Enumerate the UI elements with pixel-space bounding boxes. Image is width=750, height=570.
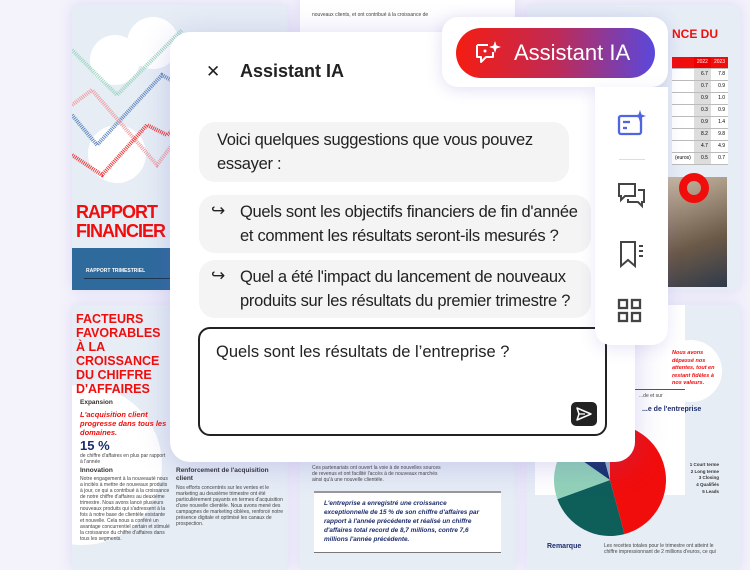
send-button[interactable] (571, 402, 597, 426)
suggestion-text: Quel a été l'impact du lancement de nouveaux produits sur les résultats du premier trimestre ? (240, 268, 571, 310)
cell: 1.4 (711, 117, 728, 129)
paragraph: Notre engagement à la nouveauté nous a incités à mettre de nouveaux produits à jour, ce qui a contribué à la croissance de notre chiffre d'affaires au deuxième trimestre. Nous avons lancé plusieurs nouveaux produits qui s'adressent à la fois à notre base de clientèle existante et nouvelle. Cela nous a conféré un avantage concurrentiel certain et stimulé la croissance du chiffre d'affaires dans tous les segments. (80, 476, 170, 542)
conversation (199, 122, 593, 436)
right-toolbar (595, 87, 668, 345)
suggestion-1[interactable] (199, 195, 591, 253)
intro-message (199, 122, 569, 182)
assistant-ia-button[interactable] (456, 28, 655, 78)
cell: 0.9 (694, 117, 711, 129)
cell: 0.9 (711, 81, 728, 93)
reply-arrow-icon: ↪ (211, 266, 225, 285)
cell: 0.9 (711, 105, 728, 117)
section-heading: Renforcement de l'acquisition client (176, 467, 269, 482)
suggestion-text: Quels sont les objectifs financiers de fin d'année et comment les résultats seront-ils mesurés ? (240, 203, 578, 245)
callout-text: L'entreprise a enregistré une croissance exceptionnelle de 15 % de son chiffre d'affaires par rapport à l'année précédente et réalisé un chiffre d'affaires total record de 8,7 millions, contre 7,6 millions l'année précédente. (324, 500, 480, 543)
pull-quote: L'acquisition client progresse dans tous les domaines. (80, 410, 167, 437)
cell: 0.5 (694, 153, 711, 165)
send-icon (576, 407, 592, 421)
section-heading: Expansion (80, 399, 113, 406)
page-title: NCE DU (672, 27, 719, 41)
reply-arrow-icon: ↪ (211, 201, 225, 220)
cover-title-line2: FINANCIER (76, 221, 165, 241)
suggestion-2[interactable] (199, 260, 591, 318)
cell: 0.7 (711, 153, 728, 165)
section-heading: Innovation (80, 467, 113, 474)
cell: 0.9 (694, 93, 711, 105)
cell: 4.7 (694, 141, 711, 153)
assistant-panel (170, 32, 635, 462)
cover-subtitle: RAPPORT TRIMESTRIEL (86, 268, 146, 274)
stat-value: 15 % (80, 438, 110, 453)
ai-assistant-tool-icon[interactable] (617, 109, 647, 139)
legend-item: 5 Leads (702, 488, 719, 494)
note-text: Les recettes totales pour le trimestre ont atteint le chiffre impressionnant de 2 millions d'euros, ce qui (604, 543, 716, 555)
pie-legend (677, 462, 719, 496)
col-header: 2022 (694, 57, 711, 69)
note-title: Remarque (547, 543, 582, 550)
thumbnails-grid-icon[interactable] (617, 298, 643, 324)
close-icon[interactable]: ✕ (206, 62, 221, 82)
callout-box (314, 491, 501, 553)
panel-title: Assistant IA (240, 61, 345, 81)
paragraph: Nos efforts concentrés sur les ventes et le marketing au deuxième trimestre ont été particulièrement payants en termes d'acquisition d'une nouvelle clientèle. Nous avons mené des campagnes de marketing ciblées, renforcé notre présence digitale et optimisé les canaux de prospection. (176, 485, 284, 527)
stat-caption: de chiffre d'affaires en plus par rapport à l'année (80, 453, 166, 465)
assistant-badge-card (442, 17, 668, 87)
office-photo (667, 177, 727, 287)
cell: 8.2 (694, 129, 711, 141)
cell: 4.9 (711, 141, 728, 153)
cover-title (76, 203, 165, 241)
paragraph: Ces partenariats ont ouvert la voie à de nouvelles sources de revenus et ont facilité l'accès à de nouveaux marchés ainsi qu'à une nouvelle clientèle. (312, 465, 441, 483)
ai-chat-sparkle-icon (474, 40, 502, 66)
legend-item: 2 Long terme (690, 468, 719, 474)
legend-item: 3 Closing (698, 475, 719, 481)
cell: 1.0 (711, 93, 728, 105)
legend-item: 1 Court terme (689, 462, 719, 467)
comments-icon[interactable] (617, 182, 647, 210)
input-text: Quels sont les résultats de l’entreprise ? (216, 343, 510, 361)
page-text: nouveaux clients, et ont contribué à la croissance de (312, 12, 429, 18)
badge-label: Assistant IA (514, 40, 631, 65)
cell: 0.3 (694, 105, 711, 117)
question-input[interactable] (198, 327, 607, 436)
bookmark-icon[interactable] (617, 240, 647, 270)
row-label: (euros) (672, 153, 694, 165)
cell: 7.8 (711, 69, 728, 81)
legend-item: 4 Qualifiés (696, 482, 719, 488)
pull-quote: Nous avons dépassé nos attentes, tout en restant fidèles à nos valeurs. (672, 350, 715, 386)
paragraph: ...de et sur (639, 393, 663, 399)
cell: 6.7 (694, 69, 711, 81)
cell: 9.8 (711, 129, 728, 141)
page-title: FACTEURS FAVORABLES À LA CROISSANCE DU CHIFFRE D'AFFAIRES (76, 312, 161, 396)
col-header: 2023 (711, 57, 728, 69)
cell: 0.7 (694, 81, 711, 93)
intro-text: Voici quelques suggestions que vous pouvez essayer : (217, 131, 533, 173)
data-table (672, 57, 728, 165)
chart-title: ...e de l'entreprise (642, 406, 702, 413)
cover-title-line1: RAPPORT (76, 202, 158, 222)
